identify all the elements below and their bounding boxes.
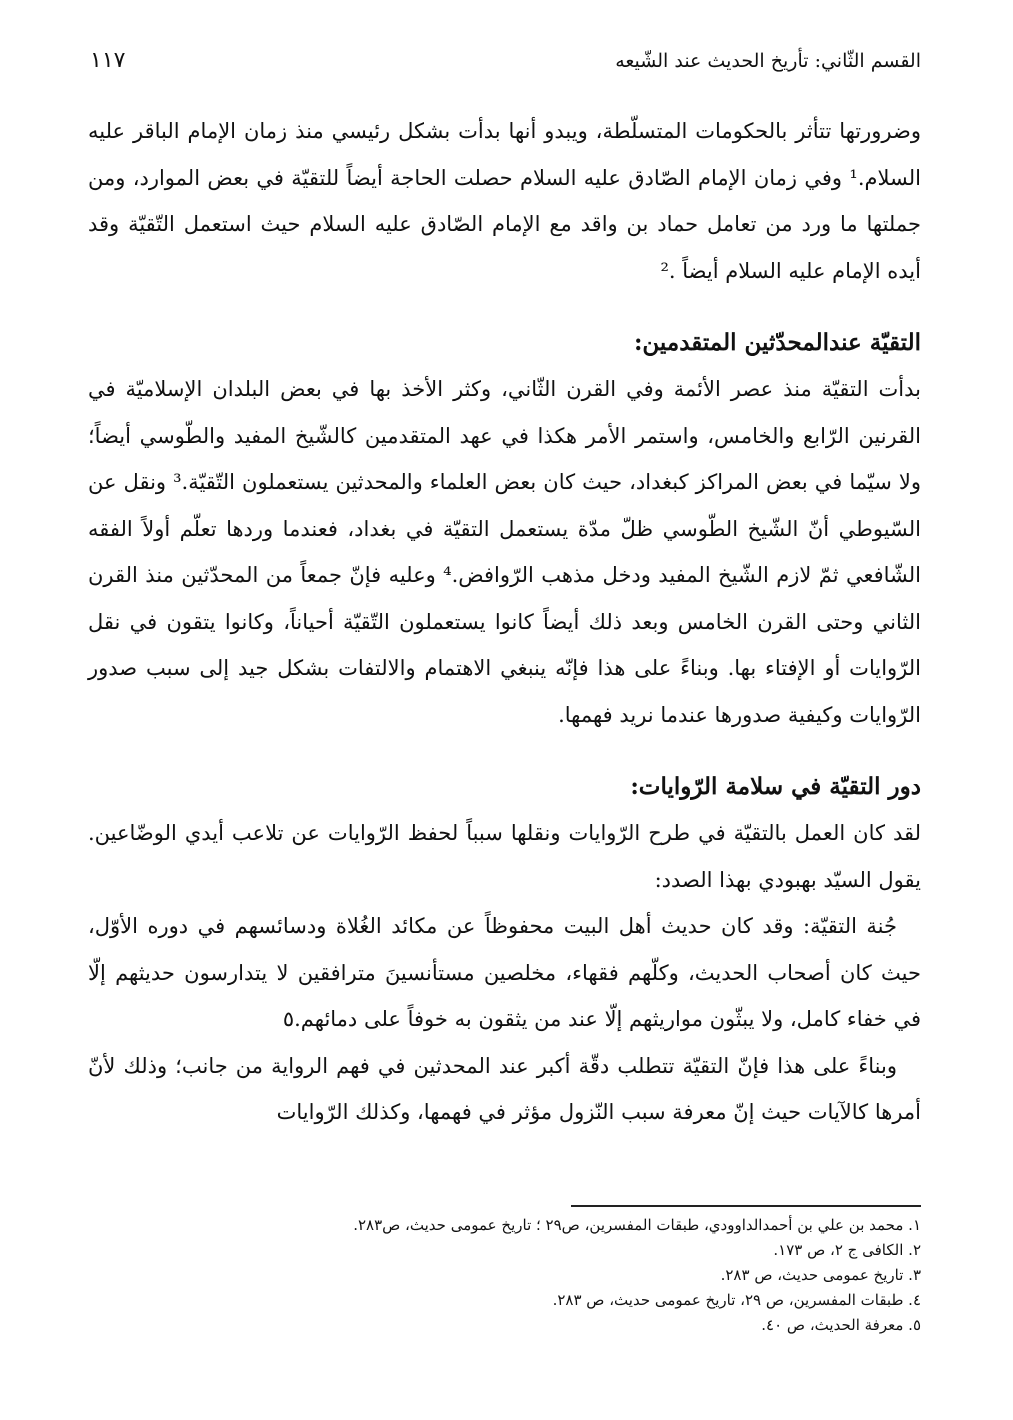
footnote-item: ٥. معرفة الحديث، ص ٤٠. <box>761 1316 921 1334</box>
footnote-item: ٤. طبقات المفسرين، ص ٢٩، تاريخ عمومى حديث، ص ٢٨٣. <box>552 1291 921 1309</box>
running-head <box>90 44 921 78</box>
footnote-item: ١. محمد بن علي بن أحمدالداوودي، طبقات المفسرين، ص٢٩ ؛ تاريخ عمومى حديث، ص٢٨٣. <box>353 1216 921 1234</box>
paragraph-4: وبناءً على هذا فإنّ التقيّة تتطلب دقّة أكبر عند المحدثين في فهم الرواية من جانب؛ وذلك لأنّ أمرها كالآيات حيث إنّ معرفة سبب النّزول مؤثر في فهمها، وكذلك الرّوايات <box>88 1053 921 1124</box>
footnote-item: ٢. الكافى ج ٢، ص ١٧٣. <box>773 1241 921 1259</box>
running-head-title: القسم الثّاني: تأريخ الحديث عند الشّيعه <box>615 50 921 72</box>
section-heading-role-of-taqiyya: دور التقيّة في سلامة الرّوايات: <box>630 773 921 800</box>
footnotes-list <box>88 1213 921 1338</box>
page-number: ١١٧ <box>90 48 126 73</box>
main-text <box>88 108 921 1136</box>
footnote-item: ٣. تاريخ عمومى حديث، ص ٢٨٣. <box>720 1266 921 1284</box>
paragraph-2: بدأت التقيّة منذ عصر الأئمة وفي القرن الثّاني، وكثر الأخذ بها في بعض البلدان الإسلاميّة في القرنين الرّابع والخامس، واستمر الأمر هكذا في عهد المتقدمين كالشّيخ المفيد والطّوسي أيضاً؛ ولا سيّما في بعض المراكز كبغداد، حيث كان بعض العلماء والمحدثين يستعملون التّقيّة.³ ونقل عن السّيوطي أنّ الشّيخ الطّوسي ظلّ مدّة يستعمل التقيّة في بغداد، فعندما وردها تعلّم أولاً الفقه الشّافعي ثمّ لازم الشّيخ المفيد ودخل مذهب الرّوافض.⁴ وعليه فإنّ جمعاً من المحدّثين منذ القرن الثاني وحتى القرن الخامس وبعد ذلك أيضاً كانوا يستعملون التّقيّة أحياناً، وكانوا يتقون في نقل الرّوايات أو الإفتاء بها. وبناءً على هذا فإنّه ينبغي الاهتمام والالتفات بشكل جيد إلى سبب صدور الرّوايات وكيفية صدورها عندما نريد فهمها. <box>88 377 921 727</box>
paragraph-3: لقد كان العمل بالتقيّة في طرح الرّوايات ونقلها سبباً لحفظ الرّوايات عن تلاعب أيدي الوضّاعين. يقول السيّد بهبودي بهذا الصدد: <box>88 821 921 892</box>
paragraph-1: وضرورتها تتأثر بالحكومات المتسلّطة، ويبدو أنها بدأت بشكل رئيسي منذ زمان الإمام الباقر عليه السلام.¹ وفي زمان الإمام الصّادق عليه السلام حصلت الحاجة أيضاً للتقيّة في بعض الموارد، ومن جملتها ما ورد من تعامل حماد بن واقد مع الإمام الصّادق عليه السلام حيث استعمل التّقيّة وقد أيده الإمام عليه السلام أيضاً .² <box>88 119 921 283</box>
footnote-divider <box>571 1205 921 1207</box>
block-quote: جُنة التقيّة: وقد كان حديث أهل البيت محفوظاً عن مكائد الغُلاة ودسائسهم في دوره الأوّل، حيث كان أصحاب الحديث، وكلّهم فقهاء، مخلصين مستأنسينَ مترافقين لا يتدارسون حديثهم إلّا في خفاء كامل، ولا يبثّون مواريثهم إلّا عند من يثقون به خوفاً على دمائهم.٥ <box>88 914 921 1031</box>
section-heading-early-narrators: التقيّة عندالمحدّثين المتقدمين: <box>633 329 921 356</box>
